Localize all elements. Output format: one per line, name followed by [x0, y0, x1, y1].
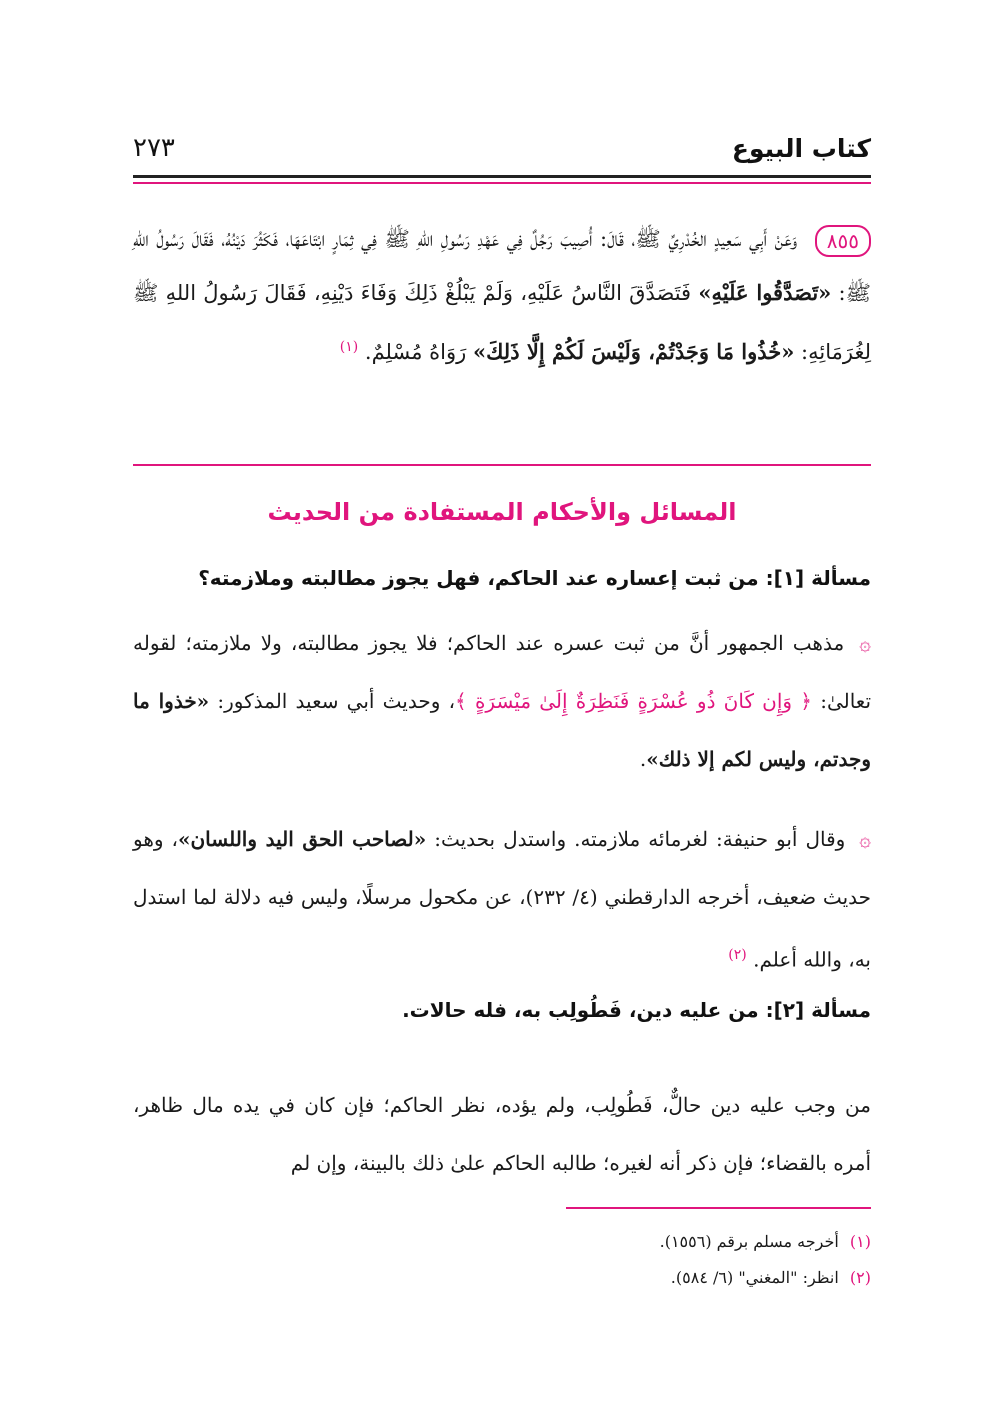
hadith-quote-1: «تَصَدَّقُوا عَلَيْهِ» — [698, 280, 832, 305]
footnote-2-text: انظر: "المغني" (٦/ ٥٨٤). — [670, 1268, 839, 1287]
hadith-part-1: وَعَنْ أَبِي سَعِيدٍ الخُدْرِيِّ ﷺ، قَالَ: أُصِيبَ رَجُلٌ فِي عَهْدِ رَسُولِ اللهِ ﷺ فِي ثِمَارٍ ابْتَاعَهَا، فَكَثُرَ دَيْنُهُ، فَقَالَ رَسُولُ اللهِ ﷺ: — [133, 227, 871, 305]
star-ornament-icon: ۞ — [859, 827, 872, 851]
hadith-text — [133, 212, 871, 379]
hadith-part-2: فَتَصَدَّقَ النَّاسُ عَلَيْهِ، وَلَمْ يَبْلُغْ ذَلِكَ وَفَاءَ دَيْنِهِ، فَقَالَ رَسُولُ اللهِ ﷺ لِغُرَمَائِهِ: — [133, 281, 871, 364]
paragraph-3 — [133, 1076, 871, 1192]
paragraph-2-text-b: ، وهو حديث ضعيف، أخرجه الدارقطني (٤/ ٢٣٢)، عن مكحول مرسلًا، وليس فيه دلالة لما استدل به، والله أعلم. — [133, 827, 871, 972]
hadith-number-badge: ٨٥٥ — [815, 225, 871, 257]
quran-verse: ﴿ وَإِن كَانَ ذُو عُسْرَةٍ فَنَظِرَةٌ إِلَىٰ مَيْسَرَةٍ ﴾ — [455, 689, 812, 713]
star-ornament-icon: ۞ — [859, 631, 872, 655]
hadith-quote-2: «خُذُوا مَا وَجَدْتُمْ، وَلَيْسَ لَكُمْ إِلَّا ذَلِكَ» — [472, 339, 795, 364]
paragraph-1-quote: «خذوا ما وجدتم، وليس لكم إلا ذلك» — [133, 689, 871, 771]
page-header — [133, 128, 871, 168]
paragraph-1-end: . — [639, 747, 647, 771]
footnote-ref-1: (١) — [339, 339, 359, 355]
footnote-divider — [566, 1207, 871, 1209]
footnote-2 — [133, 1268, 871, 1287]
footnote-2-mark: (٢) — [849, 1268, 871, 1287]
paragraph-2-text-a: وقال أبو حنيفة: لغرمائه ملازمته. واستدل بحديث: — [434, 827, 846, 851]
header-rule-dark — [133, 175, 871, 178]
paragraph-2 — [133, 810, 871, 989]
question-2-text: من عليه دين، فَطُولِب به، فله حالات. — [402, 998, 759, 1022]
paragraph-1-text-b: ، وحديث أبي سعيد المذكور: — [217, 689, 456, 713]
footnote-1-mark: (١) — [849, 1232, 871, 1251]
hadith-divider — [133, 464, 871, 466]
question-1-text: من ثبت إعساره عند الحاكم، فهل يجوز مطالبته وملازمته؟ — [198, 566, 759, 590]
question-2-heading — [133, 998, 871, 1022]
footnote-1-text: أخرجه مسلم برقم (١٥٥٦). — [659, 1232, 839, 1251]
page-number: ٢٧٣ — [133, 133, 175, 163]
book-title: كتاب البيوع — [731, 133, 871, 163]
paragraph-3-text: من وجب عليه دين حالٌّ، فَطُولِب، ولم يؤده، نظر الحاكم؛ فإن كان في يده مال ظاهر، أمره بالقضاء؛ فإن ذكر أنه لغيره؛ طالبه الحاكم علىٰ ذلك بالبينة، وإن لم — [133, 1093, 871, 1175]
hadith-part-3: رَوَاهُ مُسْلِمٌ. — [364, 340, 467, 364]
paragraph-1 — [133, 614, 871, 788]
footnote-1 — [133, 1232, 871, 1251]
header-rule-pink — [133, 182, 871, 184]
paragraph-2-quote: «لصاحب الحق اليد واللسان» — [177, 827, 427, 851]
paragraph-1-text-a: مذهب الجمهور أنَّ من ثبت عسره عند الحاكم؛ فلا يجوز مطالبته، ولا ملازمته؛ لقوله تعالىٰ: — [133, 631, 872, 713]
footnote-ref-2: (٢) — [728, 947, 747, 963]
question-1-label: مسألة [١]: — [765, 566, 871, 590]
section-title: المسائل والأحكام المستفادة من الحديث — [267, 498, 737, 526]
question-1-heading — [133, 566, 871, 590]
question-2-label: مسألة [٢]: — [765, 998, 871, 1022]
